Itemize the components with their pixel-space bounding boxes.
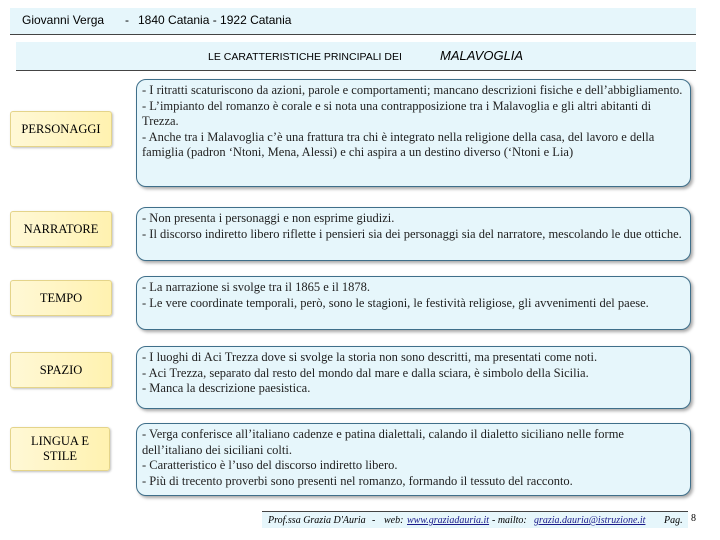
- slide-title-emphasis: MALAVOGLIA: [440, 48, 524, 63]
- section-line: - Il discorso indiretto libero riflette i pensieri sia dei personaggi sia del narratore, mescolando le due ottiche.: [142, 226, 682, 241]
- section-line: - Le vere coordinate temporali, però, sono le stagioni, le festività religiose, gli avvenimenti del paese.: [142, 295, 649, 310]
- section-box-tempo: [136, 276, 691, 330]
- slide-title-label: LE CARATTERISTICHE PRINCIPALI DEI: [208, 51, 402, 63]
- section-label-lingua-e-stile: LINGUA E STILE: [10, 427, 110, 471]
- header-dash: -: [125, 13, 129, 27]
- footer-web-label: web:: [384, 515, 404, 526]
- footer-author: Prof.ssa Grazia D'Auria: [268, 515, 366, 526]
- section-label-personaggi: PERSONAGGI: [10, 111, 112, 147]
- section-line: - La narrazione si svolge tra il 1865 e il 1878.: [142, 280, 371, 294]
- section-box-spazio: [136, 346, 691, 409]
- footer-bar: [262, 511, 688, 528]
- section-line: - L’impianto del romanzo è corale e si nota una contrapposizione tra i Malavoglia e gli altri abitanti di Trezza.: [142, 98, 652, 128]
- section-line: - Non presenta i personaggi e non esprime giudizi.: [142, 211, 395, 225]
- section-line: - Verga conferisce all’italiano cadenze e patina dialettali, calando il dialetto siciliano nelle forme dell’italiano dei siciliani colti.: [142, 427, 624, 457]
- header-author: Giovanni Verga: [22, 13, 105, 27]
- section-label-narratore: NARRATORE: [10, 211, 112, 247]
- slide-title: [16, 42, 696, 71]
- section-line: - Manca la descrizione paesistica.: [142, 381, 311, 395]
- section-box-lingua-e-stile: [136, 423, 691, 496]
- section-line: - Caratteristico è l’uso del discorso indiretto libero.: [142, 458, 398, 472]
- section-line: - Aci Trezza, separato dal resto del mondo dal mare e dalla sciara, è simbolo della Sicilia.: [142, 365, 589, 380]
- section-box-personaggi: [136, 79, 691, 187]
- footer-page-label: Pag.: [664, 515, 683, 526]
- header-dates: 1840 Catania - 1922 Catania: [138, 13, 292, 27]
- section-line: - I ritratti scaturiscono da azioni, parole e comportamenti; mancano descrizioni fisiche e dell’abbigliamento.: [142, 83, 683, 97]
- page-number: 8: [691, 513, 696, 524]
- footer-mail-link[interactable]: grazia.dauria@istruzione.it: [534, 515, 646, 526]
- section-line: - Anche tra i Malavoglia c’è una frattura tra chi è integrato nella religione della casa, del lavoro e della famiglia (padron ‘Ntoni, Mena, Alessi) e chi aspira a un destino diverso (‘Ntoni e Lia): [142, 129, 655, 159]
- header-bar: [10, 8, 696, 35]
- footer-separator: -: [372, 515, 376, 526]
- footer-web-link[interactable]: www.graziadauria.it: [407, 515, 490, 526]
- section-line: - Più di trecento proverbi sono presenti nel romanzo, formando il tessuto del racconto.: [142, 473, 573, 488]
- section-box-narratore: [136, 207, 691, 261]
- section-label-tempo: TEMPO: [10, 280, 112, 316]
- section-label-spazio: SPAZIO: [10, 352, 112, 388]
- footer-mailto-label: - mailto:: [492, 515, 527, 526]
- section-line: - I luoghi di Aci Trezza dove si svolge la storia non sono descritti, ma presentati come noti.: [142, 350, 598, 364]
